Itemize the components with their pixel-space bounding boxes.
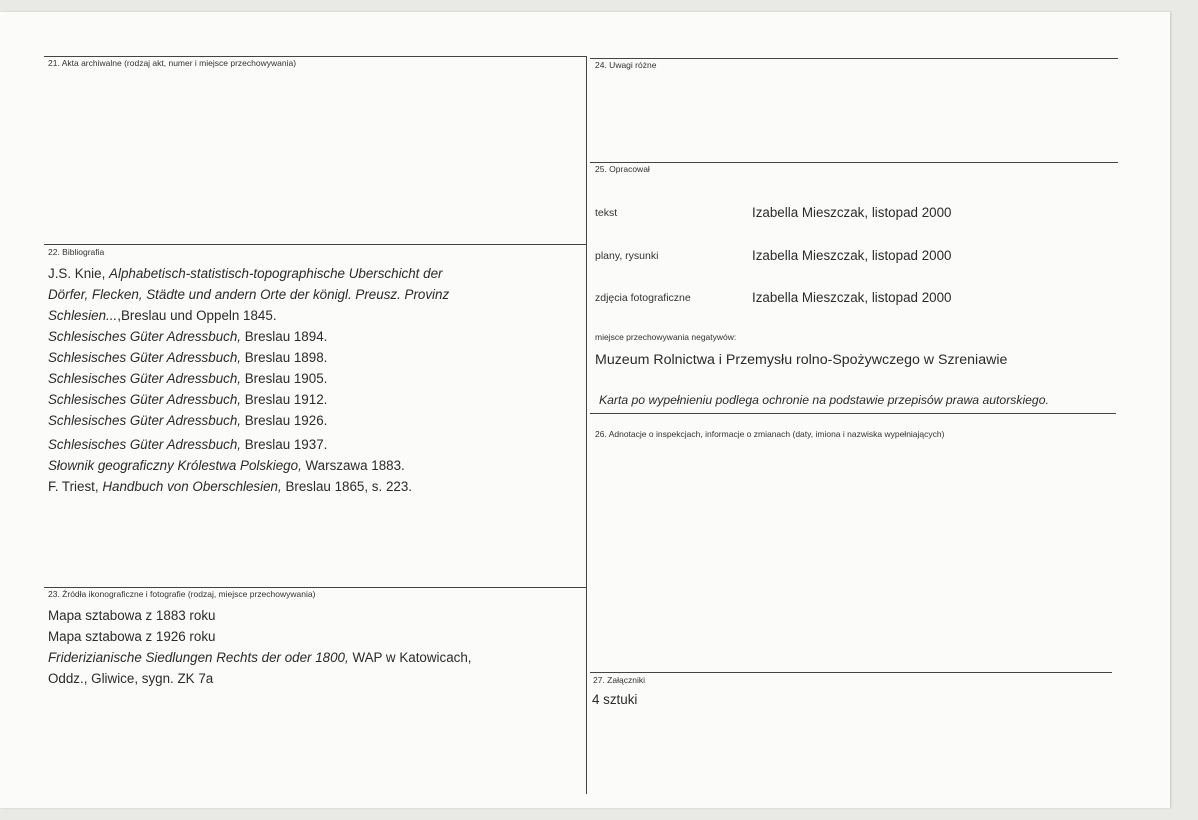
iconography-entry-pre: Mapa sztabowa z 1883 roku (48, 608, 216, 623)
negatives-label: miejsce przechowywania negatywów: (595, 332, 737, 342)
bibliography-entry-pre: F. Triest, (48, 479, 103, 494)
s25-row-value-text: Izabella Mieszczak, listopad 2000 (752, 205, 952, 220)
copyright-note: Karta po wypełnieniu podlega ochronie na podstawie przepisów prawa autorskiego. (599, 393, 1049, 407)
bibliography-entry-italic: Schlesisches Güter Adressbuch, (48, 437, 242, 452)
iconography-entry-pre: Oddz., Gliwice, sygn. ZK 7a (48, 671, 214, 686)
bibliography-entry-post: Breslau 1865, s. 223. (281, 479, 413, 494)
document-sheet (0, 12, 1170, 808)
bibliography-entry-italic: Schlesisches Güter Adressbuch, (48, 350, 242, 365)
bibliography-entry-italic: Handbuch von Oberschlesien, (102, 479, 282, 494)
s22-top-rule (44, 244, 586, 245)
s25-row-value-photos: Izabella Mieszczak, listopad 2000 (752, 290, 952, 305)
bibliography-entry (48, 308, 277, 323)
iconography-entry-italic: Friderizianische Siedlungen Rechts der oder 1800, (48, 650, 349, 665)
s22-header: 22. Bibliografia (48, 247, 105, 257)
bibliography-entry-post: Breslau 1898. (241, 350, 328, 365)
iconography-entry (48, 608, 215, 623)
s25-row-label-text: tekst (595, 207, 618, 219)
iconography-entry (48, 629, 215, 644)
iconography-entry-pre: Mapa sztabowa z 1926 roku (48, 629, 216, 644)
bibliography-entry (48, 392, 327, 407)
bibliography-entry (48, 266, 442, 281)
bibliography-entry-post: Breslau 1926. (241, 413, 328, 428)
bibliography-entry (48, 437, 327, 452)
bibliography-entry-post: Warszawa 1883. (301, 458, 405, 473)
bibliography-entry-pre: J.S. Knie, (48, 266, 110, 281)
bibliography-entry-italic: Schlesisches Güter Adressbuch, (48, 413, 242, 428)
s25-row-value-plans: Izabella Mieszczak, listopad 2000 (752, 248, 952, 263)
negatives-location: Muzeum Rolnictwa i Przemysłu rolno-Spożywczego w Szreniawie (595, 352, 1008, 368)
s27-top-rule (590, 672, 1112, 673)
s25-header: 25. Opracował (595, 164, 650, 174)
s25-top-rule (590, 162, 1118, 163)
bibliography-entry-post: Breslau 1905. (241, 371, 328, 386)
s23-header: 23. Źródła ikonograficzne i fotografie (rodzaj, miejsce przechowywania) (48, 589, 316, 599)
s27-header: 27. Załączniki (593, 675, 645, 685)
bibliography-entry (48, 479, 412, 494)
bibliography-entry-post: Breslau 1912. (241, 392, 328, 407)
s26-top-rule (590, 413, 1116, 414)
s21-header: 21. Akta archiwalne (rodzaj akt, numer i miejsce przechowywania) (48, 58, 297, 68)
bibliography-entry (48, 458, 405, 473)
bibliography-entry (48, 350, 327, 365)
s21-top-rule (44, 56, 586, 57)
bibliography-entry-italic: Schlesisches Güter Adressbuch, (48, 392, 242, 407)
bibliography-entry-italic: Słownik geograficzny Królestwa Polskiego, (48, 458, 302, 473)
iconography-entry (48, 650, 472, 665)
bibliography-entry (48, 287, 449, 302)
s23-top-rule (44, 587, 586, 588)
bibliography-entry-post: Breslau 1894. (241, 329, 328, 344)
s25-row-label-plans: plany, rysunki (595, 250, 659, 262)
iconography-entry (48, 671, 213, 686)
s24-header: 24. Uwagi różne (595, 60, 657, 70)
center-divider (586, 56, 587, 794)
bibliography-entry-italic: Schlesien... (48, 308, 118, 323)
s26-header: 26. Adnotacje o inspekcjach, informacje o zmianach (daty, imiona i nazwiska wypełniających) (595, 429, 945, 439)
bibliography-entry-post: Breslau 1937. (241, 437, 328, 452)
iconography-entry-post: WAP w Katowicach, (348, 650, 472, 665)
bibliography-entry (48, 329, 327, 344)
bibliography-entry-italic: Schlesisches Güter Adressbuch, (48, 371, 242, 386)
s25-row-label-photos: zdjęcia fotograficzne (595, 292, 691, 304)
bibliography-entry-italic: Dörfer, Flecken, Städte und andern Orte der königl. Preusz. Provinz (48, 287, 450, 302)
bibliography-entry-post: ,Breslau und Oppeln 1845. (117, 308, 277, 323)
bibliography-entry (48, 413, 327, 428)
bibliography-entry (48, 371, 327, 386)
s24-top-rule (590, 58, 1118, 59)
bibliography-entry-italic: Schlesisches Güter Adressbuch, (48, 329, 242, 344)
bibliography-entry-italic: Alphabetisch-statistisch-topographische Uberschicht der (109, 266, 443, 281)
attachments-count: 4 sztuki (592, 692, 638, 707)
